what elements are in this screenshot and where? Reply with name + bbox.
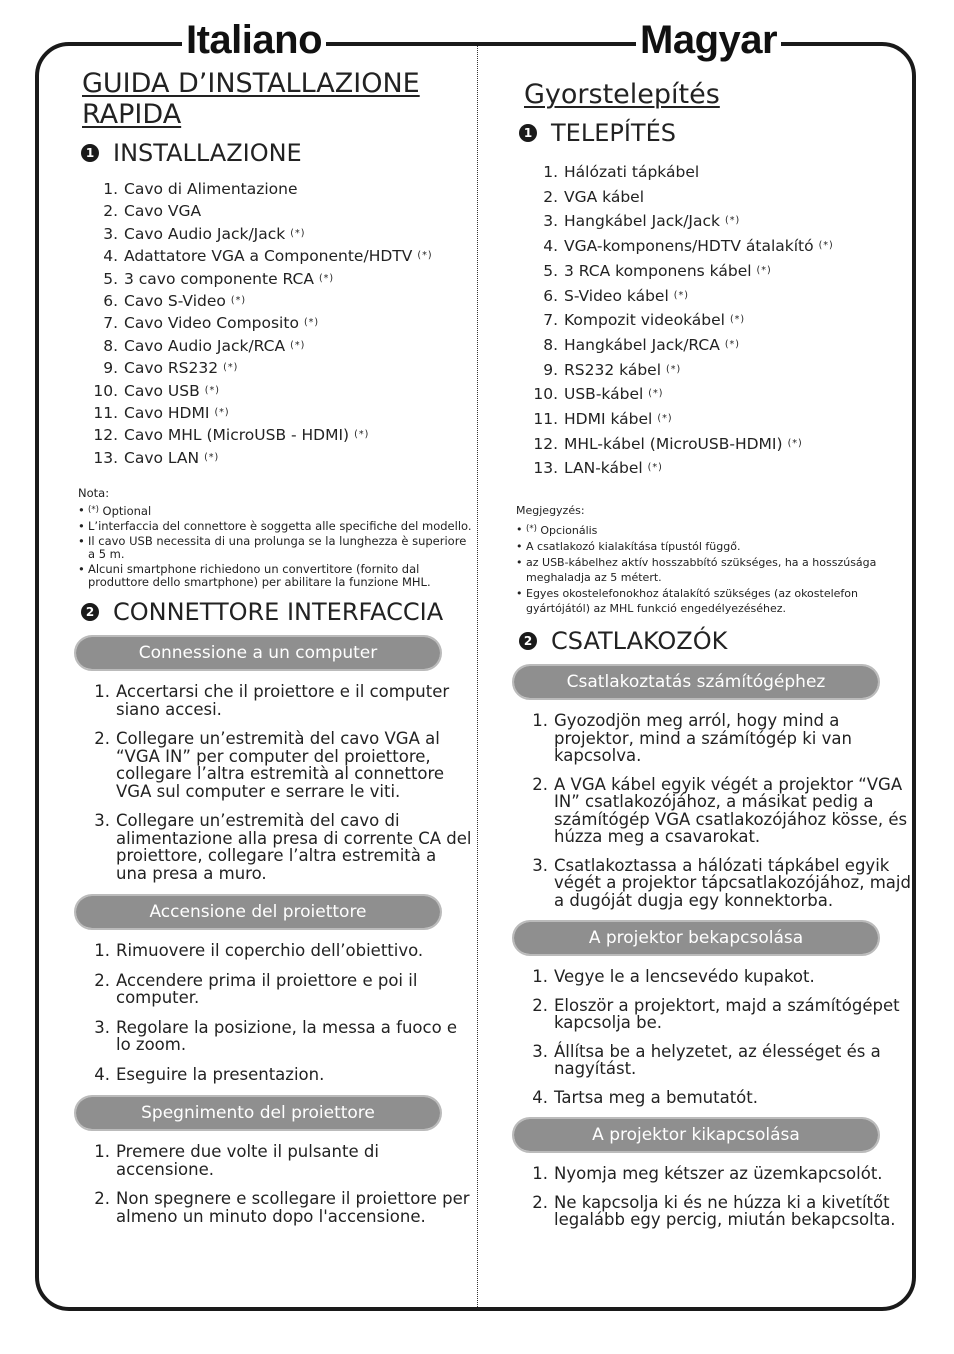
optional-marker: (*) xyxy=(204,451,220,463)
steps-list xyxy=(518,1165,914,1229)
step-text: Non spegnere e scollegare il proiettore per almeno un minuto dopo l'accensione. xyxy=(116,1189,470,1226)
cable-item xyxy=(80,200,472,222)
section-connectors xyxy=(518,626,914,1229)
cable-label: Cavo VGA xyxy=(124,202,202,221)
cable-label: VGA-komponens/HDTV átalakító xyxy=(564,237,814,256)
cable-number: 6. xyxy=(543,286,558,305)
cable-list xyxy=(80,178,472,469)
cable-item xyxy=(80,402,472,424)
note-text: az USB-kábelhez aktív hosszabbító szükséges, ha a hosszúsága meghaladja az 5 métert. xyxy=(526,556,877,585)
section-installation-heading xyxy=(518,118,914,148)
cable-label: RS232 kábel xyxy=(564,360,662,379)
subsection-title: A projektor bekapcsolása xyxy=(514,922,878,954)
steps-list xyxy=(80,942,472,1083)
cable-label: 3 cavo componente RCA xyxy=(124,269,314,288)
section-number-badge: 1 xyxy=(81,144,99,162)
cable-label: Cavo S-Video xyxy=(124,292,226,311)
step-number: 3. xyxy=(532,855,548,875)
subsection-header xyxy=(74,635,442,671)
cable-label: Kompozit videokábel xyxy=(564,311,725,330)
note-text: Alcuni smartphone richiedono un convertitore (fornito dal produttore dello smartphone) per abilitare la funzione MHL. xyxy=(88,562,431,590)
section-number-badge: 2 xyxy=(81,603,99,621)
optional-marker: (*) xyxy=(354,429,370,441)
step-item xyxy=(80,942,472,960)
cable-label: HDMI kábel xyxy=(564,410,653,429)
subsection-title: Accensione del proiettore xyxy=(76,896,440,928)
cable-number: 3. xyxy=(543,212,558,231)
step-number: 1. xyxy=(94,1142,110,1162)
step-number: 2. xyxy=(94,729,110,749)
cable-item xyxy=(80,290,472,312)
step-text: Eloször a projektort, majd a számítógépet kapcsolja be. xyxy=(554,995,900,1033)
language-title-italian: Italiano xyxy=(182,16,326,64)
note-item xyxy=(78,520,472,533)
cable-item xyxy=(80,312,472,334)
step-item xyxy=(80,972,472,1007)
optional-marker: (*) xyxy=(724,338,741,350)
cable-item xyxy=(80,178,472,200)
step-text: Accendere prima il proiettore e poi il computer. xyxy=(116,970,418,1008)
cable-label: Cavo USB xyxy=(124,381,200,400)
cable-item xyxy=(518,284,914,309)
guide-title: Gyorstelepítés xyxy=(524,79,720,110)
cable-number: 11. xyxy=(533,410,558,429)
cable-number: 10. xyxy=(93,381,118,400)
cable-label: 3 RCA komponens kábel xyxy=(564,261,752,280)
note-text: A csatlakozó kialakítása típustól függő. xyxy=(526,540,741,554)
cable-number: 2. xyxy=(103,202,118,221)
subsection-header xyxy=(512,1117,880,1153)
cable-label: Cavo MHL (MicroUSB - HDMI) xyxy=(124,426,350,445)
cable-item xyxy=(518,382,914,407)
cable-label: Cavo Audio Jack/RCA xyxy=(124,336,286,355)
step-text: Eseguire la presentazion. xyxy=(116,1064,325,1084)
step-text: Nyomja meg kétszer az üzemkapcsolót. xyxy=(554,1164,883,1184)
step-item xyxy=(518,1165,914,1183)
note-item xyxy=(516,555,914,585)
cable-number: 13. xyxy=(93,448,118,467)
section-title: INSTALLAZIONE xyxy=(113,139,302,167)
section-number-badge: 2 xyxy=(519,632,537,650)
note-text: L’interfaccia del connettore è soggetta alle specifiche del modello. xyxy=(88,519,472,534)
optional-marker: (*) xyxy=(417,250,433,262)
cable-label: Adattatore VGA a Componente/HDTV xyxy=(124,247,413,266)
cable-label: Cavo RS232 xyxy=(124,359,219,378)
step-text: Collegare un’estremità del cavo VGA al “VGA IN” per computer del proiettore, collegare l’altra estremità al connettore VGA sul computer e serrare le viti. xyxy=(116,729,445,801)
cable-number: 8. xyxy=(543,335,558,354)
cable-number: 9. xyxy=(103,359,118,378)
step-text: Tartsa meg a bemutatót. xyxy=(554,1087,758,1107)
cable-item xyxy=(80,424,472,446)
optional-marker: (*) xyxy=(290,339,306,351)
cable-label: VGA kábel xyxy=(564,187,645,206)
step-number: 1. xyxy=(532,967,548,987)
cable-number: 10. xyxy=(533,385,558,404)
notes-list xyxy=(516,522,914,616)
step-number: 2. xyxy=(532,1192,548,1212)
subsections xyxy=(80,635,472,1225)
optional-marker: (*) xyxy=(303,317,320,329)
cable-item xyxy=(80,245,472,267)
step-number: 3. xyxy=(94,811,110,831)
step-item xyxy=(518,1194,914,1229)
step-text: Premere due volte il pulsante di accensione. xyxy=(116,1142,379,1179)
guide-title xyxy=(82,68,472,130)
optional-marker: (*) xyxy=(756,264,772,276)
note-text: Optional xyxy=(98,504,152,519)
hungarian-column xyxy=(518,60,914,1240)
note-item xyxy=(516,539,914,554)
cable-label: S-Video kábel xyxy=(564,286,669,305)
cable-item xyxy=(80,380,472,402)
step-text: Csatlakoztassa a hálózati tápkábel egyik végét a projektor tápcsatlakozójához, majd a dugóját dugja egy konnektorba. xyxy=(554,855,911,910)
optional-marker: (*) xyxy=(724,215,741,227)
optional-marker: (*) xyxy=(648,388,664,400)
step-text: Accertarsi che il proiettore e il computer siano accesi. xyxy=(116,682,450,719)
cable-label: Hangkábel Jack/Jack xyxy=(564,212,720,231)
step-number: 1. xyxy=(94,941,110,961)
cable-item xyxy=(518,209,914,234)
section-number-badge: 1 xyxy=(519,124,537,142)
cable-label: LAN-kábel xyxy=(564,459,643,478)
optional-marker: (*) xyxy=(657,413,673,425)
cable-label: USB-kábel xyxy=(564,385,644,404)
subsection-title: A projektor kikapcsolása xyxy=(514,1119,878,1151)
cable-number: 2. xyxy=(543,187,558,206)
language-title-hungarian: Magyar xyxy=(636,16,781,64)
step-item xyxy=(518,857,914,910)
column-divider xyxy=(477,46,478,1307)
cable-number: 1. xyxy=(543,163,558,181)
notes-title: Megjegyzés: xyxy=(516,504,585,518)
section-title: CSATLAKOZÓK xyxy=(551,627,728,656)
cable-number: 1. xyxy=(103,180,118,198)
note-item xyxy=(78,563,472,589)
note-item xyxy=(78,504,472,518)
steps-list xyxy=(518,712,914,909)
section-connectors xyxy=(80,597,472,1225)
cable-label: MHL-kábel (MicroUSB-HDMI) xyxy=(564,434,783,453)
step-number: 2. xyxy=(532,774,548,794)
step-number: 1. xyxy=(532,1164,548,1184)
step-item xyxy=(518,712,914,765)
note-text: Opcionális xyxy=(536,524,598,538)
cable-number: 8. xyxy=(103,336,118,355)
cable-item xyxy=(518,432,914,457)
step-number: 4. xyxy=(94,1064,110,1084)
step-item xyxy=(518,1043,914,1078)
note-item xyxy=(516,586,914,616)
step-text: Állítsa be a helyzetet, az élességet és a nagyítást. xyxy=(554,1041,881,1079)
cable-list xyxy=(518,160,914,481)
cable-label: Cavo Audio Jack/Jack xyxy=(124,224,286,243)
step-item xyxy=(80,812,472,882)
step-item xyxy=(80,683,472,718)
subsection-header xyxy=(512,920,880,956)
step-text: Gyozodjön meg arról, hogy mind a projektor, mind a számítógép ki van kapcsolva. xyxy=(554,711,852,766)
cable-item xyxy=(80,268,472,290)
cable-number: 9. xyxy=(543,360,558,379)
guide-title-line2: RAPIDA xyxy=(82,99,182,130)
step-number: 2. xyxy=(532,995,548,1015)
cable-number: 7. xyxy=(543,311,558,330)
step-item xyxy=(518,968,914,986)
guide-title-line1: GUIDA D’INSTALLAZIONE xyxy=(82,68,420,99)
optional-marker: (*) xyxy=(666,363,682,375)
step-number: 1. xyxy=(532,711,548,731)
cable-item xyxy=(518,407,914,432)
cable-number: 11. xyxy=(93,404,118,423)
step-item xyxy=(518,1089,914,1107)
note-item xyxy=(516,522,914,538)
step-text: Regolare la posizione, la messa a fuoco e lo zoom. xyxy=(116,1017,458,1055)
step-number: 3. xyxy=(532,1041,548,1061)
cable-number: 12. xyxy=(93,426,118,445)
subsection-title: Spegnimento del proiettore xyxy=(76,1097,440,1129)
cable-label: Hálózati tápkábel xyxy=(564,163,700,181)
step-text: A VGA kábel egyik végét a projektor “VGA IN” csatlakozójához, a másikat pedig a számítógép VGA csatlakozójához kösse, és húzza meg a csavarokat. xyxy=(554,774,908,847)
optional-marker: (*) xyxy=(818,240,834,252)
step-item xyxy=(518,776,914,846)
subsection-header xyxy=(74,894,442,930)
step-number: 1. xyxy=(94,682,110,702)
cable-item xyxy=(518,160,914,185)
steps-list xyxy=(80,683,472,882)
cable-item xyxy=(518,333,914,358)
cable-label: Cavo LAN xyxy=(124,448,200,467)
italian-column xyxy=(80,60,472,1237)
cable-number: 4. xyxy=(103,247,118,266)
optional-marker: (*) xyxy=(290,227,306,239)
section-connectors-heading xyxy=(80,597,472,627)
note-text: Egyes okostelefonokhoz átalakító szükséges (az okostelefon gyártójától) az MHL funkció engedélyezéséhez. xyxy=(526,587,858,616)
step-number: 3. xyxy=(94,1017,110,1037)
optional-marker: (*) xyxy=(223,362,239,374)
subsections xyxy=(518,664,914,1229)
cable-label: Hangkábel Jack/RCA xyxy=(564,335,720,354)
cable-item xyxy=(80,223,472,245)
step-item xyxy=(80,730,472,800)
optional-marker: (*) xyxy=(230,295,247,307)
step-text: Ne kapcsolja ki és ne húzza ki a kivetítőt legalább egy percig, miután bekapcsolta. xyxy=(554,1192,896,1230)
subsection-header xyxy=(74,1095,442,1131)
step-text: Rimuovere il coperchio dell’obiettivo. xyxy=(116,941,424,961)
steps-list xyxy=(80,1143,472,1225)
cable-number: 3. xyxy=(103,224,118,243)
cable-item xyxy=(80,447,472,469)
section-installation-heading xyxy=(80,138,472,168)
section-title: TELEPÍTÉS xyxy=(551,119,676,147)
step-text: Vegye le a lencsevédo kupakot. xyxy=(554,967,815,987)
note-text: Il cavo USB necessita di una prolunga se la lunghezza è superiore a 5 m. xyxy=(88,534,467,562)
step-item xyxy=(80,1143,472,1178)
step-number: 4. xyxy=(532,1087,548,1107)
note-marker: (*) xyxy=(88,505,99,516)
cable-label: Cavo di Alimentazione xyxy=(124,180,298,198)
notes-list xyxy=(78,504,472,589)
notes-block xyxy=(78,487,472,589)
cable-number: 4. xyxy=(543,237,558,256)
optional-marker: (*) xyxy=(204,384,220,396)
step-text: Collegare un’estremità del cavo di alimentazione alla presa di corrente CA del proiettore, collegare l’altra estremità a una presa a muro. xyxy=(116,811,472,883)
subsection-header xyxy=(512,664,880,700)
cable-number: 6. xyxy=(103,292,118,311)
note-item xyxy=(78,535,472,561)
cable-item xyxy=(518,185,914,210)
optional-marker: (*) xyxy=(729,314,746,326)
section-connectors-heading xyxy=(518,626,914,656)
cable-label: Cavo HDMI xyxy=(124,404,210,423)
optional-marker: (*) xyxy=(673,289,689,301)
cable-item xyxy=(518,456,914,481)
steps-list xyxy=(518,968,914,1106)
step-item xyxy=(80,1019,472,1054)
subsection-title: Csatlakoztatás számítógéphez xyxy=(514,666,878,698)
optional-marker: (*) xyxy=(318,272,335,284)
cable-item xyxy=(518,358,914,383)
cable-number: 7. xyxy=(103,314,118,333)
notes-title: Nota: xyxy=(78,486,110,501)
notes-block xyxy=(516,503,914,616)
subsection-title: Connessione a un computer xyxy=(76,637,440,669)
cable-number: 13. xyxy=(533,459,558,478)
step-number: 2. xyxy=(94,970,110,990)
step-item xyxy=(80,1066,472,1084)
cable-item xyxy=(80,335,472,357)
optional-marker: (*) xyxy=(214,407,230,419)
step-item xyxy=(80,1190,472,1225)
section-title: CONNETTORE INTERFACCIA xyxy=(113,598,444,627)
cable-item xyxy=(518,308,914,333)
optional-marker: (*) xyxy=(787,437,803,449)
cable-number: 5. xyxy=(543,261,558,280)
note-marker: (*) xyxy=(526,524,537,535)
cable-number: 5. xyxy=(103,269,118,288)
step-number: 2. xyxy=(94,1189,110,1209)
cable-item xyxy=(518,259,914,284)
cable-label: Cavo Video Composito xyxy=(124,314,299,333)
cable-item xyxy=(518,234,914,259)
cable-number: 12. xyxy=(533,434,558,453)
cable-item xyxy=(80,357,472,379)
step-item xyxy=(518,997,914,1032)
optional-marker: (*) xyxy=(647,462,663,474)
